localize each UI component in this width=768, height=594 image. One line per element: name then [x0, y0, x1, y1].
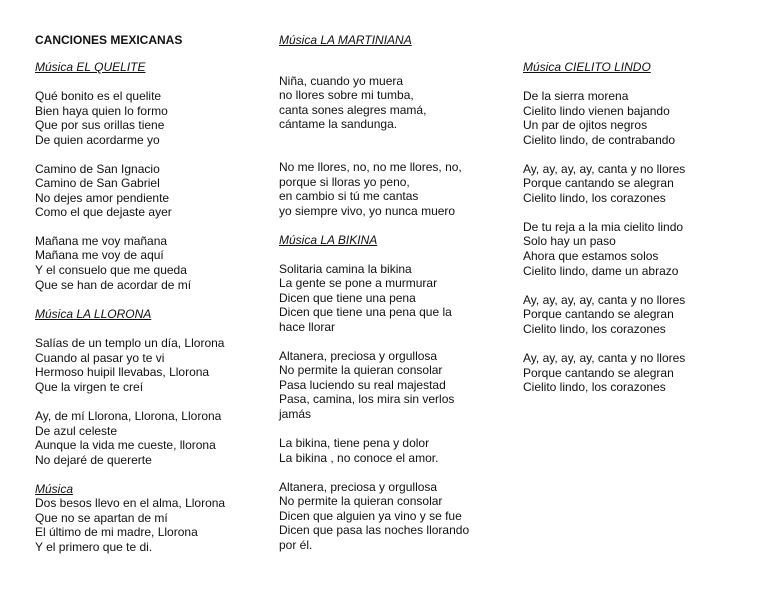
lyric-line: Altanera, preciosa y orgullosa: [279, 480, 438, 494]
lyric-line: La bikina, tiene pena y dolor: [279, 436, 430, 450]
song-heading: Música LA BIKINA: [279, 233, 378, 247]
lyric-line: Dos besos llevo en el alma, Llorona: [35, 496, 226, 510]
lyric-line: Qué bonito es el quelite: [35, 89, 162, 103]
lyric-line: Cielito lindo, los corazones: [523, 322, 666, 336]
lyric-line: Camino de San Ignacio: [35, 162, 160, 176]
lyric-line: Camino de San Gabriel: [35, 176, 160, 190]
lyric-line: De tu reja a la mia cielito lindo: [523, 220, 684, 234]
lyric-line: cántame la sandunga.: [279, 117, 398, 131]
lyric-line: Cielito lindo, dame un abrazo: [523, 264, 679, 278]
lyric-line: Aunque la vida me cueste, llorona: [35, 438, 216, 452]
lyric-line: Porque cantando se alegran: [523, 307, 674, 321]
lyric-line: Altanera, preciosa y orgullosa: [279, 349, 438, 363]
lyric-line: Mañana me voy mañana: [35, 234, 168, 248]
lyric-line: Cielito lindo vienen bajando: [523, 104, 670, 118]
lyric-line: jamás: [279, 407, 312, 421]
lyric-line: De la sierra morena: [523, 89, 629, 103]
lyric-line: Dicen que tiene una pena que la: [279, 305, 452, 319]
lyric-line: Mañana me voy de aquí: [35, 248, 164, 262]
lyric-line: Ahora que estamos solos: [523, 249, 659, 263]
lyric-line: Como el que dejaste ayer: [35, 205, 172, 219]
lyric-line: No permite la quieran consolar: [279, 363, 443, 377]
lyric-line: Solitaria camina la bikina: [279, 262, 412, 276]
lyric-line: Cielito lindo, los corazones: [523, 191, 666, 205]
lyric-line: De azul celeste: [35, 424, 118, 438]
song-heading: Música LA LLORONA: [35, 307, 152, 321]
lyric-line: canta sones alegres mamá,: [279, 103, 427, 117]
lyric-line: La gente se pone a murmurar: [279, 276, 438, 290]
lyric-line: Dicen que tiene una pena: [279, 291, 416, 305]
lyric-line: Bien haya quien lo formo: [35, 104, 168, 118]
lyric-line: Un par de ojitos negros: [523, 118, 648, 132]
lyric-line: porque si lloras yo peno,: [279, 175, 410, 189]
lyric-line: por él.: [279, 538, 313, 552]
lyric-line: La bikina , no conoce el amor.: [279, 451, 439, 465]
lyric-line: Cielito lindo, de contrabando: [523, 133, 676, 147]
lyric-line: Dicen que alguien ya vino y se fue: [279, 509, 462, 523]
lyric-line: Ay, de mí Llorona, Llorona, Llorona: [35, 409, 222, 423]
lyric-line: Que se han de acordar de mí: [35, 278, 192, 292]
lyric-line: yo siempre vivo, yo nunca muero: [279, 204, 456, 218]
lyric-line: Cuando al pasar yo te vi: [35, 351, 165, 365]
song-heading: Música EL QUELITE: [35, 60, 146, 74]
lyric-line: Pasa, camina, los mira sin verlos: [279, 392, 455, 406]
lyric-line: Ay, ay, ay, ay, canta y no llores: [523, 293, 686, 307]
lyric-line: Que no se apartan de mí: [35, 511, 168, 525]
lyric-line: Cielito lindo, los corazones: [523, 380, 666, 394]
lyric-line: Y el primero que te di.: [35, 540, 153, 554]
document-title: CANCIONES MEXICANAS: [35, 33, 183, 47]
lyric-line: Pasa luciendo su real majestad: [279, 378, 446, 392]
lyric-line: De quien acordarme yo: [35, 133, 160, 147]
lyric-line: Niña, cuando yo muera: [279, 74, 404, 88]
lyric-line: Porque cantando se alegran: [523, 366, 674, 380]
lyric-line: El último de mi madre, Llorona: [35, 525, 198, 539]
lyric-line: Hermoso huipil llevabas, Llorona: [35, 365, 210, 379]
lyric-line: en cambio si tú me cantas: [279, 189, 419, 203]
lyric-line: No dejes amor pendiente: [35, 191, 170, 205]
lyric-line: hace llorar: [279, 320, 336, 334]
lyric-line: No me llores, no, no me llores, no,: [279, 160, 462, 174]
lyric-line: No permite la quieran consolar: [279, 494, 443, 508]
lyric-line: Solo hay un paso: [523, 234, 616, 248]
lyric-line: Ay, ay, ay, ay, canta y no llores: [523, 162, 686, 176]
song-heading: Música: [35, 482, 74, 496]
song-heading: Música LA MARTINIANA: [279, 33, 412, 47]
lyric-line: No dejaré de quererte: [35, 453, 152, 467]
lyric-line: Y el consuelo que me queda: [35, 263, 187, 277]
lyric-line: Dicen que pasa las noches llorando: [279, 523, 470, 537]
lyric-line: Que la virgen te creí: [35, 380, 144, 394]
lyric-line: Salías de un templo un día, Llorona: [35, 336, 225, 350]
lyric-line: Que por sus orillas tiene: [35, 118, 165, 132]
lyric-line: no llores sobre mi tumba,: [279, 88, 414, 102]
lyric-line: Porque cantando se alegran: [523, 176, 674, 190]
song-heading: Música CIELITO LINDO: [523, 60, 651, 74]
lyric-line: Ay, ay, ay, ay, canta y no llores: [523, 351, 686, 365]
